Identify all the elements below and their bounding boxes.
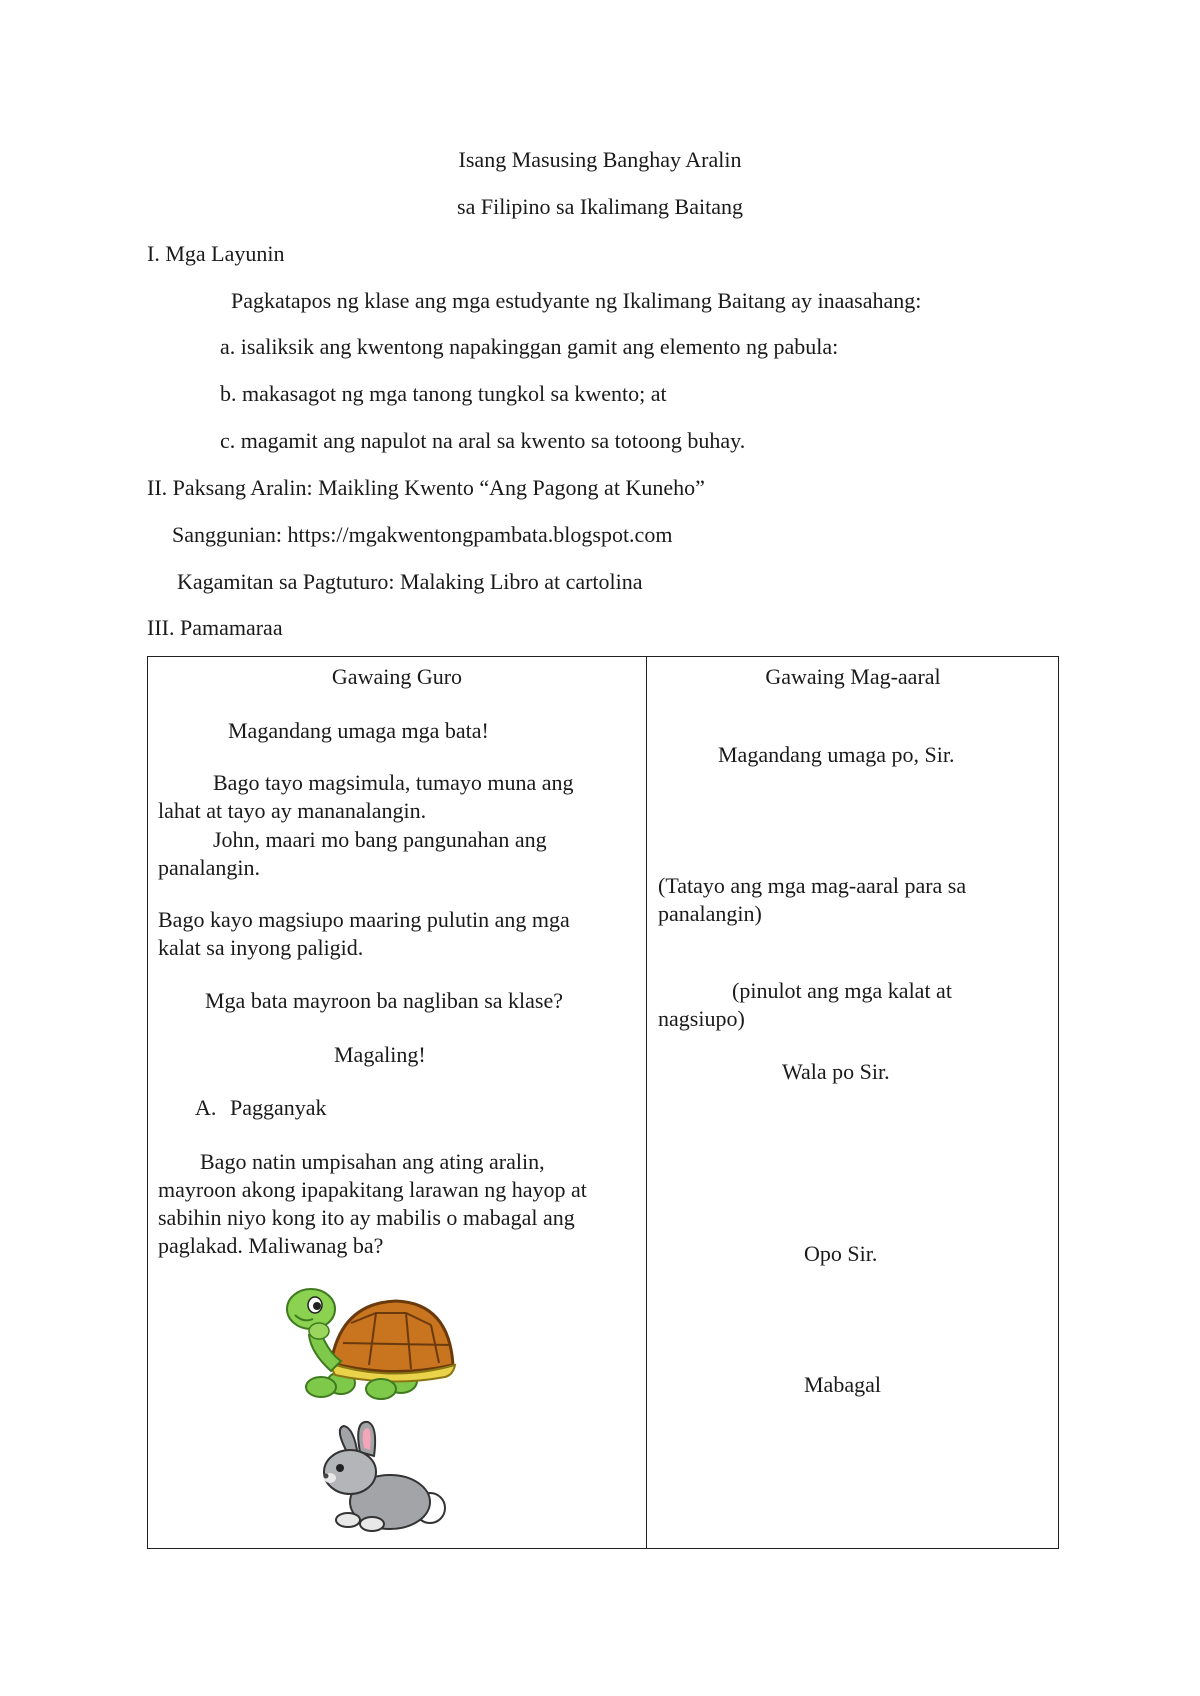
student-trash-line1: (pinulot ang mga kalat at — [732, 978, 952, 1003]
document-title: Isang Masusing Banghay Aralin — [458, 147, 742, 172]
materials-line: Kagamitan sa Pagtuturo: Malaking Libro at cartolina — [177, 569, 643, 594]
objective-b: b. makasagot ng mga tanong tungkol sa kwento; at — [220, 381, 667, 406]
motivation-title: Pagganyak — [230, 1095, 327, 1120]
teacher-prayer-line2: lahat at tayo ay mananalangin. — [158, 798, 427, 823]
document-subtitle: sa Filipino sa Ikalimang Baitang — [457, 194, 743, 219]
motivation-label: A. — [195, 1095, 217, 1120]
teacher-trash-line2: kalat sa inyong paligid. — [158, 935, 364, 960]
motivation-line4: paglakad. Maliwanag ba? — [158, 1233, 384, 1258]
student-prayer-line1: (Tatayo ang mga mag-aaral para sa — [658, 873, 967, 898]
reference-line: Sanggunian: https://mgakwentongpambata.blogspot.com — [172, 522, 673, 547]
header-student-column: Gawaing Mag-aaral — [765, 664, 941, 689]
student-prayer-line2: panalangin) — [658, 901, 762, 926]
procedure-table — [147, 656, 1059, 1549]
section-procedure-heading: III. Pamamaraa — [147, 615, 283, 640]
teacher-greeting: Magandang umaga mga bata! — [228, 718, 489, 743]
teacher-prayer-line3: John, maari mo bang pangunahan ang — [213, 827, 547, 852]
student-trash-line2: nagsiupo) — [658, 1006, 745, 1031]
turtle-illustration — [281, 1283, 461, 1401]
section-objectives-heading: I. Mga Layunin — [147, 241, 285, 266]
student-answer: Mabagal — [804, 1372, 881, 1397]
teacher-prayer-line1: Bago tayo magsimula, tumayo muna ang — [213, 770, 574, 795]
objective-a: a. isaliksik ang kwentong napakinggan gamit ang elemento ng pabula: — [220, 334, 839, 359]
header-teacher-column: Gawaing Guro — [331, 664, 463, 689]
teacher-praise: Magaling! — [334, 1042, 426, 1067]
teacher-trash-line1: Bago kayo magsiupo maaring pulutin ang mga — [158, 907, 570, 932]
student-greeting: Magandang umaga po, Sir. — [718, 742, 955, 767]
student-absent-answer: Wala po Sir. — [782, 1059, 890, 1084]
motivation-line1: Bago natin umpisahan ang ating aralin, — [200, 1149, 545, 1174]
objective-c: c. magamit ang napulot na aral sa kwento sa totoong buhay. — [220, 428, 746, 453]
student-understood: Opo Sir. — [804, 1241, 878, 1266]
motivation-line2: mayroon akong ipapakitang larawan ng hayop at — [158, 1177, 587, 1202]
motivation-line3: sabihin niyo kong ito ay mabilis o mabagal ang — [158, 1205, 575, 1230]
teacher-absent-question: Mga bata mayroon ba nagliban sa klase? — [205, 988, 563, 1013]
teacher-prayer-line4: panalangin. — [158, 855, 261, 880]
rabbit-illustration — [308, 1420, 448, 1535]
objectives-intro: Pagkatapos ng klase ang mga estudyante ng Ikalimang Baitang ay inaasahang: — [231, 288, 922, 313]
section-topic-heading: II. Paksang Aralin: Maikling Kwento “Ang Pagong at Kuneho” — [147, 475, 705, 500]
